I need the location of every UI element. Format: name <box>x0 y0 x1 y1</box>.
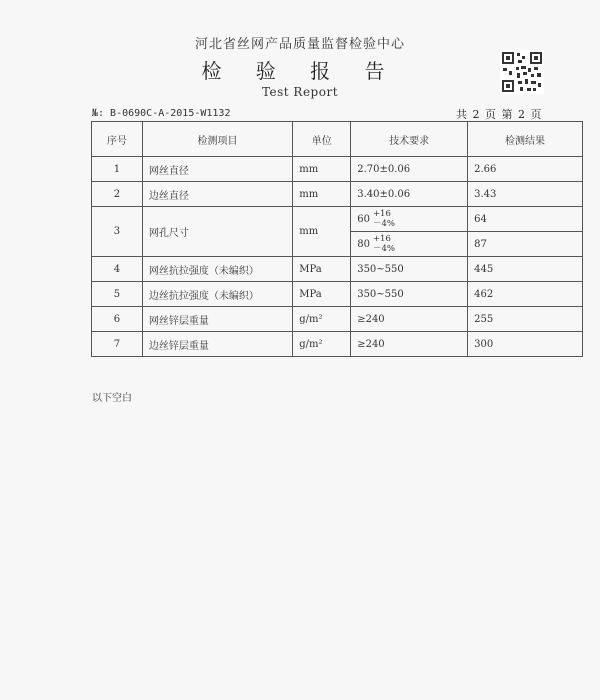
row-item: 边丝锌层重量 <box>142 332 292 357</box>
qr-code-icon <box>500 50 544 94</box>
row-requirement: 2.70±0.06 <box>351 157 468 182</box>
row-no: 7 <box>92 332 143 357</box>
row-result: 2.66 <box>468 157 583 182</box>
mesh-base-value: 80 <box>357 238 370 250</box>
blank-below-note: 以下空白 <box>92 393 132 404</box>
table-row <box>92 257 583 282</box>
report-number: №: B-0690C-A-2015-W1132 <box>92 108 231 119</box>
table-row <box>92 157 583 182</box>
row-result: 445 <box>468 257 583 282</box>
table-row <box>92 307 583 332</box>
row-result: 300 <box>468 332 583 357</box>
row-item: 网丝锌层重量 <box>142 307 292 332</box>
row-unit: mm <box>293 157 351 182</box>
header-requirement: 技术要求 <box>351 122 468 157</box>
row-unit: MPa <box>293 257 351 282</box>
org-name: 河北省丝网产品质量监督检验中心 <box>194 37 405 52</box>
header-no: 序号 <box>92 122 143 157</box>
results-table <box>91 121 583 357</box>
header-result: 检测结果 <box>468 122 583 157</box>
row-unit: mm <box>293 182 351 207</box>
row-no: 6 <box>92 307 143 332</box>
tolerance-minus: －4% <box>372 219 395 229</box>
row-result: 3.43 <box>468 182 583 207</box>
header-item: 检测项目 <box>142 122 292 157</box>
row-unit: g/m² <box>293 307 351 332</box>
table-header-row <box>92 122 583 157</box>
row-no: 2 <box>92 182 143 207</box>
mesh-base-value: 60 <box>357 213 370 225</box>
row-no: 1 <box>92 157 143 182</box>
row-unit: g/m² <box>293 332 351 357</box>
row-requirement: ≥240 <box>351 307 468 332</box>
report-title-cn: 检 验 报 告 <box>201 59 399 83</box>
page-indicator: 共 2 页 第 2 页 <box>456 108 543 121</box>
row-no: 5 <box>92 282 143 307</box>
row-result: 255 <box>468 307 583 332</box>
report-title-en: Test Report <box>261 85 339 99</box>
table-row <box>92 207 583 232</box>
header-unit: 单位 <box>293 122 351 157</box>
row-unit: mm <box>293 207 351 257</box>
row-result: 64 <box>468 207 583 232</box>
row-no: 3 <box>92 207 143 257</box>
row-item: 网丝抗拉强度（未编织） <box>142 257 292 282</box>
row-result: 87 <box>468 232 583 257</box>
table-row <box>92 332 583 357</box>
table-row <box>92 282 583 307</box>
tolerance-plus: +16 <box>372 209 391 219</box>
row-result: 462 <box>468 282 583 307</box>
row-item: 边丝抗拉强度（未编织） <box>142 282 292 307</box>
row-no: 4 <box>92 257 143 282</box>
row-item: 边丝直径 <box>142 182 292 207</box>
table-row <box>92 182 583 207</box>
tolerance-plus: +16 <box>372 234 391 244</box>
row-requirement: 3.40±0.06 <box>351 182 468 207</box>
row-item: 网孔尺寸 <box>142 207 292 257</box>
row-requirement <box>351 207 468 232</box>
row-requirement: ≥240 <box>351 332 468 357</box>
row-requirement: 350~550 <box>351 282 468 307</box>
row-unit: MPa <box>293 282 351 307</box>
row-requirement: 350~550 <box>351 257 468 282</box>
row-item: 网丝直径 <box>142 157 292 182</box>
tolerance-minus: －4% <box>372 244 395 254</box>
row-requirement <box>351 232 468 257</box>
